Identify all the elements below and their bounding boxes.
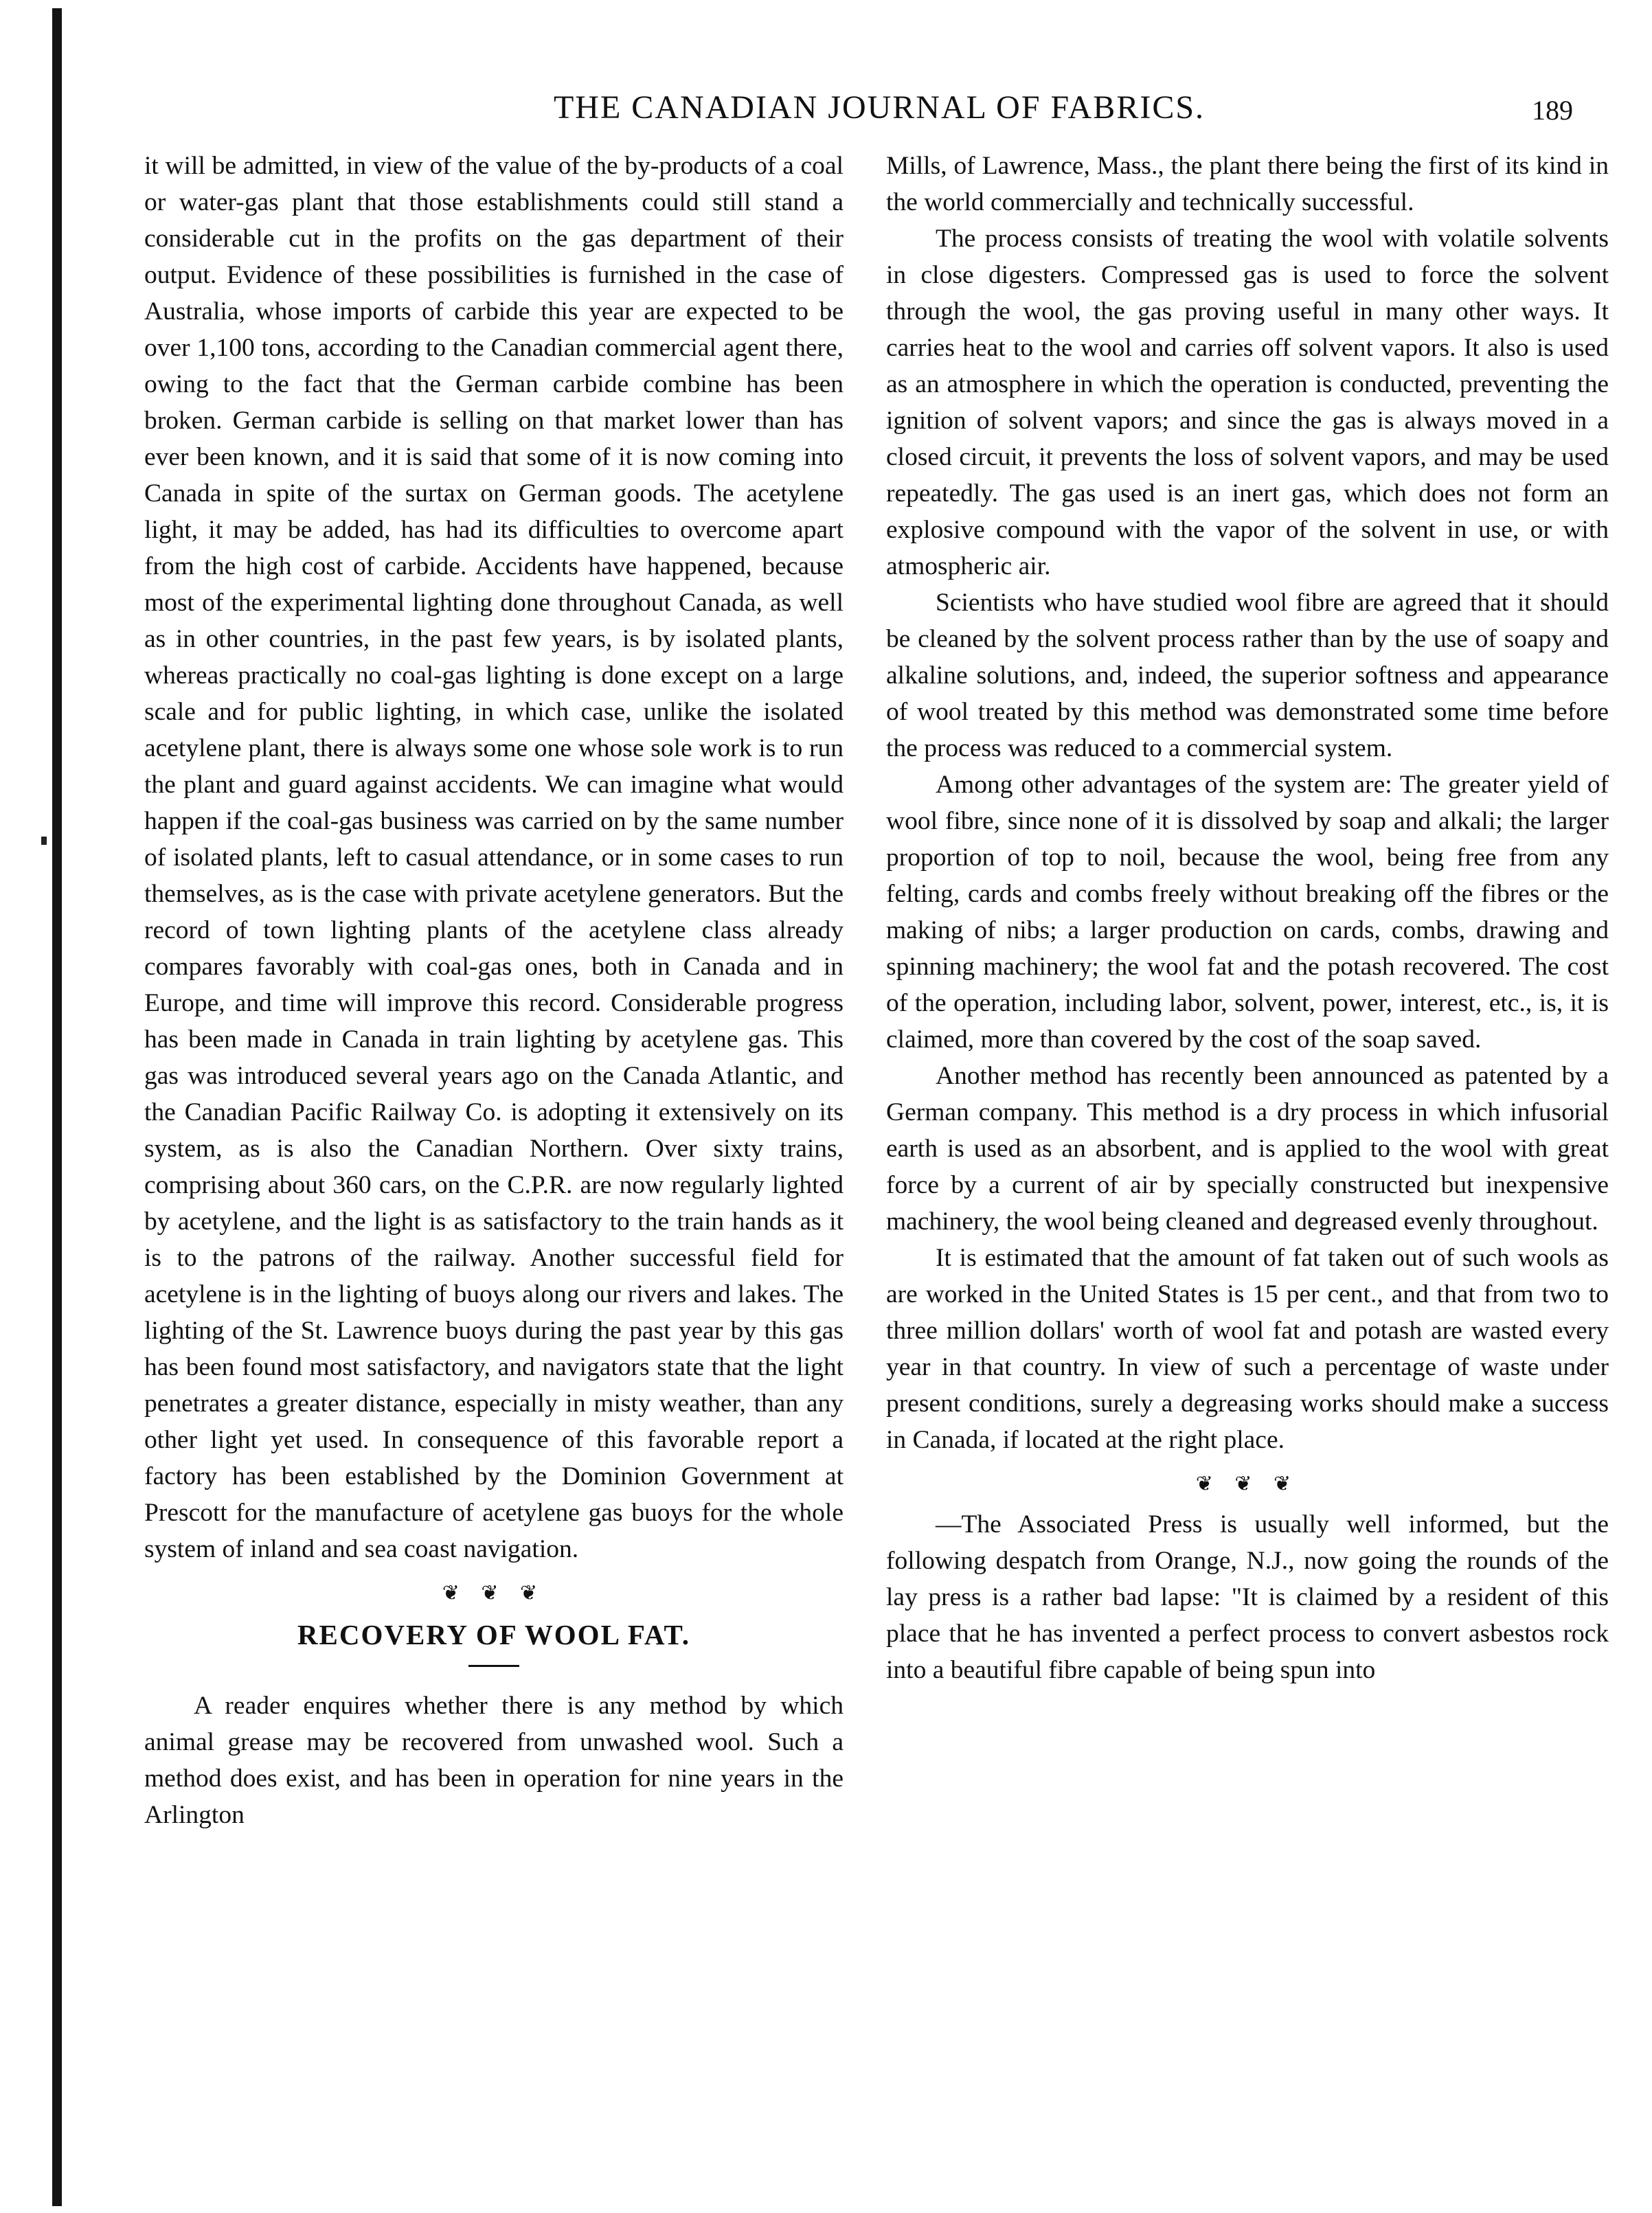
article-paragraph: It is estimated that the amount of fat taken out of such wools as are worked in the United States is 15 per cent., and that from two to three million dollars' worth of wool fat and potash are wasted every year in that country. In view of such a percentage of waste under present conditions, surely a degreasing works should make a success in Canada, if located at the right place. — [886, 1244, 1609, 1454]
binding-rule — [52, 8, 62, 2206]
article-paragraph: Another method has recently been announced as patented by a German company. This method is a dry process in which infusorial earth is used as an absorbent, and is applied to the wool with great force by a current of air by specially constructed but inexpensive machinery, the wool being cleaned and degreased evenly throughout. — [886, 1062, 1609, 1236]
binding-speck — [41, 837, 47, 845]
page-header — [0, 84, 1652, 132]
section-heading: RECOVERY OF WOOL FAT. — [297, 1619, 691, 1650]
page-number: 189 — [1532, 95, 1573, 126]
article-paragraph: Among other advantages of the system are: The greater yield of wool fibre, since none of it is dissolved by soap and alkali; the larger proportion of top to noil, because the wool, being free from any felting, cards and combs freely without breaking off the fibres or the making of nibs; a larger production on cards, combs, drawing and spinning machinery; the wool fat and the potash recovered. The cost of the operation, including labor, solvent, power, interest, etc., is, it is claimed, more than covered by the cost of the soap saved. — [886, 771, 1609, 1054]
journal-title: THE CANADIAN JOURNAL OF FABRICS. — [553, 89, 1206, 126]
article-paragraph: Scientists who have studied wool fibre are agreed that it should be cleaned by the solvent process rather than by the use of soapy and alkaline solutions, and, indeed, the superior softness and appearance of wool treated by this method was demonstrated some time before the process was reduced to a commercial system. — [886, 589, 1609, 762]
right-column — [886, 148, 1609, 1688]
section-ornament: ❦ ❦ ❦ — [442, 1582, 546, 1604]
heading-rule — [468, 1665, 519, 1667]
article-paragraph: —The Associated Press is usually well informed, but the following despatch from Orange, N.J., now going the rounds of the lay press is a rather bad lapse: "It is claimed by a resident of this place that he has invented a perfect process to convert asbestos rock into a beautiful fibre capable of being spun into — [886, 1510, 1609, 1684]
article-paragraph: it will be admitted, in view of the value of the by-products of a coal or water-gas plant that those establishments could still stand a considerable cut in the profits on the gas department of their output. Evidence of these possibilities is furnished in the case of Australia, whose imports of carbide this year are expected to be over 1,100 tons, according to the Canadian commercial agent there, owing to the fact that the German carbide combine has been broken. German carbide is selling on that market lower than has ever been known, and it is said that some of it is now coming into Canada in spite of the surtax on German goods. The acetylene light, it may be added, has had its difficulties to overcome apart from the high cost of carbide. Accidents have happened, because most of the experimental lighting done throughout Canada, as well as in other countries, in the past few years, is by isolated plants, whereas practically no coal-gas lighting is done except on a large scale and for public lighting, in which case, unlike the isolated acetylene plant, there is always some one whose sole work is to run the plant and guard against accidents. We can imagine what would happen if the coal-gas business was carried on by the same number of isolated plants, left to casual attendance, or in some cases to run themselves, as is the case with private acetylene generators. But the record of town lighting plants of the acetylene class already compares favorably with coal-gas ones, both in Canada and in Europe, and time will improve this record. Considerable progress has been made in Canada in train lighting by acetylene gas. This gas was introduced several years ago on the Canada Atlantic, and the Canadian Pacific Railway Co. is adopting it extensively on its system, as is also the Canadian Northern. Over sixty trains, comprising about 360 cars, on the C.P.R. are now regularly lighted by acetylene, and the light is as satisfactory to the train hands as it is to the patrons of the railway. Another successful field for acetylene is in the lighting of buoys along our rivers and lakes. The lighting of the St. Lawrence buoys during the past year by this gas has been found most satisfactory, and navigators state that the light penetrates a greater distance, especially in misty weather, than any other light yet used. In consequence of this favorable report a factory has been established by the Dominion Government at Prescott for the manufacture of acetylene gas buoys for the whole system of inland and sea coast navigation. — [144, 152, 844, 1563]
left-column — [144, 148, 844, 1833]
article-paragraph: Mills, of Lawrence, Mass., the plant there being the first of its kind in the world commercially and technically successful. — [886, 152, 1609, 216]
article-paragraph: A reader enquires whether there is any method by which animal grease may be recovered from unwashed wool. Such a method does exist, and has been in operation for nine years in the Arlington — [144, 1692, 844, 1829]
article-paragraph: The process consists of treating the wool with volatile solvents in close digesters. Compressed gas is used to force the solvent through the wool, the gas proving useful in many other ways. It carries heat to the wool and carries off solvent vapors. It also is used as an atmosphere in which the operation is conducted, preventing the ignition of solvent vapors; and since the gas is always moved in a closed circuit, it prevents the loss of solvent vapors, and may be used repeatedly. The gas used is an inert gas, which does not form an explosive compound with the vapor of the solvent in use, or with atmospheric air. — [886, 225, 1609, 580]
section-ornament: ❦ ❦ ❦ — [1195, 1473, 1300, 1495]
